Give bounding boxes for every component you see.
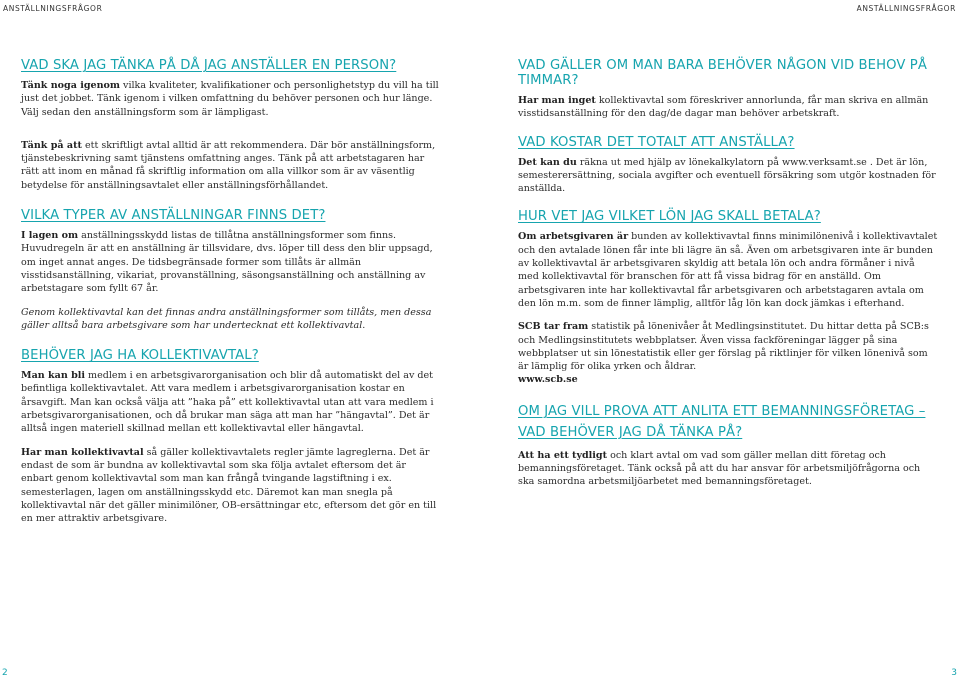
body-text: kollektivavtal som föreskriver annorlunda, får man skriva en allmän visstidsanställning för den dag/de dagar man behöver arbetskraft. — [518, 95, 929, 120]
right-page-column — [518, 58, 938, 499]
body-text: och klart avtal om vad som gäller mellan ditt företag och bemanningsföretaget. Tänk också på att du har ansvar för arbetsmiljöfrågorna och ska samordna arbetsmiljöarbetet med bemanningsföretaget. — [518, 449, 921, 488]
body-text: räkna ut med hjälp av lönekalkylatorn på www.verksamt.se . Det är lön, semesterersättning, sociala avgifter och eventuell försäkring som utgör kostnaden för anställda. — [518, 156, 936, 195]
heading-anstaller-person: VAD SKA JAG TÄNKA PÅ DÅ JAG ANSTÄLLER EN PERSON? — [21, 58, 397, 73]
body-text: medlem i en arbetsgivarorganisation och blir då automatiskt del av det befintliga kollektivavtalet. Att vara medlem i arbetsgivarorganisation kostar en årsavgift. Man kan också välja att ”haka på” ett kollektivavtal utan att vara medlem i arbetsgivarorganisationen, och då brukar man säga att man har ”hängavtal”. Det är alltså ingen materiell skillnad mellan ett kollektivavtal eller hängavtal. — [21, 370, 434, 435]
heading-vilken-lon: HUR VET JAG VILKET LÖN JAG SKALL BETALA? — [518, 209, 821, 225]
paragraph-har-man-inget — [518, 94, 938, 121]
paragraph-om-arbetsgivaren — [518, 230, 938, 310]
heading-typer-anstallningar: VILKA TYPER AV ANSTÄLLNINGAR FINNS DET? — [21, 208, 326, 224]
heading-bemanningsforetag: OM JAG VILL PROVA ATT ANLITA ETT BEMANNINGSFÖRETAG – VAD BEHÖVER JAG DÅ TÄNKA PÅ? — [518, 403, 926, 440]
lead-in: I lagen om — [21, 230, 79, 242]
paragraph-tank-pa-att — [21, 139, 439, 192]
lead-in: Har man inget — [518, 95, 596, 106]
paragraph-scb — [518, 320, 938, 386]
page-number-right: 3 — [951, 668, 957, 678]
page-number-left: 2 — [2, 668, 8, 678]
paragraph-man-kan-bli — [21, 369, 439, 435]
lead-in: Att ha ett tydligt — [518, 449, 608, 461]
paragraph-lagen-om — [21, 229, 439, 295]
scb-url: www.scb.se — [518, 374, 578, 386]
body-text: så gäller kollektivavtalets regler jämte lagreglerna. Det är endast de som är bundna av kollektivavtal som ska följa avtalet eftersom det är enbart genom kollektivavtal som man kan frångå tvingande lagstiftning i ex. semesterlagen, lagen om anställningsskydd etc. Däremot kan man snegla på kollektivavtal när det gäller minimilöner, OB-ersättningar etc, eftersom det gör en till en mer attraktiv arbetsgivare. — [21, 446, 437, 525]
lead-in: Det kan du — [518, 156, 577, 168]
lead-in: Har man kollektivavtal — [21, 446, 144, 458]
paragraph-att-ha-ett-tydligt — [518, 449, 938, 489]
heading-vad-kostar: VAD KOSTAR DET TOTALT ATT ANSTÄLLA? — [518, 134, 795, 150]
body-text: bunden av kollektivavtal finns minimilönenivå i kollektivavtalet och den avtalade lönen får inte bli lägre än så. Även om arbetsgivaren inte är bunden av kollektivavtal är arbetsgivaren skyldig att betala lön och andra förmåner i nivå med kollektivavtal för branschen för att få vissa bidrag för en anställd. Om arbetsgivaren inte har kollektivavtal får arbetsgivaren och arbetstagaren avtala om den lön m.m. som de finner lämplig, alltför låg lön kan dock jämkas i efterhand. — [518, 231, 938, 309]
lead-in: SCB tar fram — [518, 321, 589, 333]
body-text: statistik på lönenivåer åt Medlingsinstitutet. Du hittar detta på SCB:s och Medlingsinstitutets webbplatser. Även vissa fackföreningar lägger på sina webbplatser ut sin lönestatistik eller ger förslag på riktlinjer för vilken lönenivå som är lämplig för olika yrken och åldrar. — [518, 321, 929, 373]
paragraph-har-man-kollektivavtal — [21, 446, 439, 526]
body-text: ett skriftligt avtal alltid är att rekommendera. Där bör anställningsform, tjänstebeskrivning samt tjänstens omfattning anges. Tänk på att arbetstagaren har rätt att inom en månad få skriftlig information om alla villkor som är av väsentlig betydelse för anställningsavtalet eller anställningsförhållandet. — [21, 139, 436, 191]
heading-behov-timmar: VAD GÄLLER OM MAN BARA BEHÖVER NÅGON VID BEHOV PÅ TIMMAR? — [518, 58, 927, 88]
paragraph-det-kan-du — [518, 156, 938, 196]
lead-in: Om arbetsgivaren är — [518, 231, 629, 243]
left-page-column — [21, 58, 439, 535]
heading-behover-kollektivavtal: BEHÖVER JAG HA KOLLEKTIVAVTAL? — [21, 348, 259, 364]
running-header-right: ANSTÄLLNINGSFRÅGOR — [856, 4, 956, 13]
lead-in: Man kan bli — [21, 370, 86, 382]
body-text: anställningsskydd listas de tillåtna anställningsformer som finns. Huvudregeln är att en anställning är tillsvidare, dvs. löper till dess den blir uppsagd, om inget annat anges. De tidsbegränsade former som tillåts är allmän visstidsanställning, vikariat, provanställning, säsongsanställning och anställning av arbetstagare som fyllt 67 år. — [21, 230, 433, 295]
running-header-left: ANSTÄLLNINGSFRÅGOR — [3, 4, 103, 13]
paragraph-kollektivavtal-note: Genom kollektivavtal kan det finnas andra anställningsformer som tillåts, men dessa gäller alltså bara arbetsgivare som har undertecknat ett kollektivavtal. — [21, 306, 432, 331]
body-text: vilka kvaliteter, kvalifikationer och personlighetstyp du vill ha till just det jobbet. Tänk igenom i vilken omfattning du behöver personen och hur länge. Välj sedan den anställningsform som är lämpligast. — [21, 80, 439, 118]
paragraph-tank-noga — [21, 79, 439, 119]
lead-in: Tänk på att — [21, 139, 82, 151]
lead-in: Tänk noga igenom — [21, 80, 121, 91]
